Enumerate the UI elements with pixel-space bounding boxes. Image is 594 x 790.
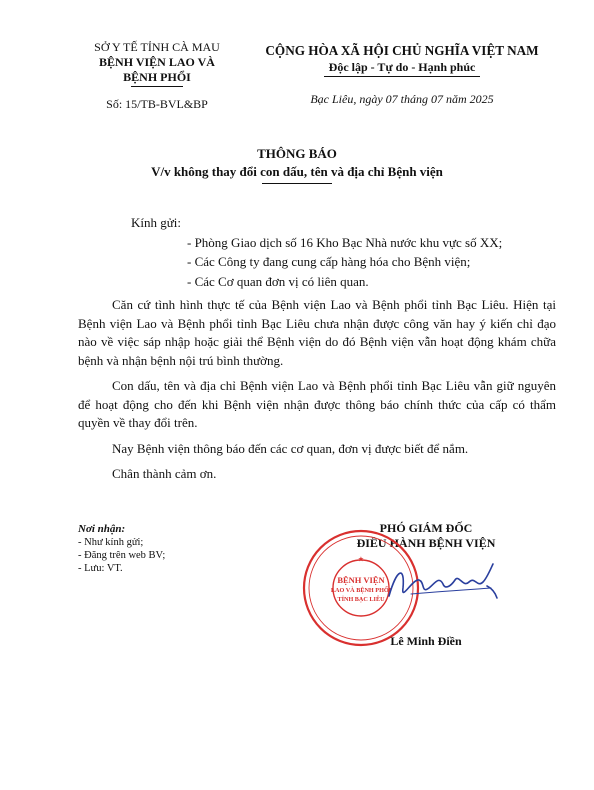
recipients-block <box>131 213 551 291</box>
signer-name: Lê Minh Điền <box>390 634 462 648</box>
seal-text: LAO VÀ BỆNH PHỔI <box>330 587 392 594</box>
motto-underline <box>324 76 480 77</box>
seal-text: BỆNH VIỆN <box>337 575 385 585</box>
recipient-item: - Các Cơ quan đơn vị có liên quan. <box>187 273 369 289</box>
recipient-item: - Phòng Giao dịch số 16 Kho Bạc Nhà nước khu vực số XX; <box>187 234 503 250</box>
handwritten-signature-icon <box>383 558 503 608</box>
document-number: Số: 15/TB-BVL&BP <box>106 97 208 111</box>
national-motto: Độc lập - Tự do - Hạnh phúc <box>328 60 476 74</box>
national-title: CỘNG HÒA XÃ HỘI CHỦ NGHĨA VIỆT NAM <box>265 43 539 58</box>
recipient-item: - Các Công ty đang cung cấp hàng hóa cho Bệnh viện; <box>187 254 471 269</box>
distribution-heading: Nơi nhận: <box>78 523 126 535</box>
document-body <box>78 296 556 491</box>
seal-star-icon: ★ <box>358 557 364 563</box>
distribution-item: - Như kính gửi; <box>78 537 144 548</box>
signer-position: PHÓ GIÁM ĐỐC <box>379 521 473 535</box>
body-paragraph: Chân thành cảm ơn. <box>112 466 217 481</box>
title-underline <box>262 183 332 184</box>
document-title-block <box>0 145 594 184</box>
signer-position-detail: ĐIỀU HÀNH BỆNH VIỆN <box>356 536 496 550</box>
distribution-list <box>78 523 278 575</box>
body-paragraph: Nay Bệnh viện thông báo đến các cơ quan, đơn vị được biết để nắm. <box>112 440 469 456</box>
agency-name-line2: BỆNH PHỔI <box>123 70 191 84</box>
body-paragraph: Con dấu, tên và địa chỉ Bệnh viện Lao và Bệnh phổi tỉnh Bạc Liêu vẫn giữ nguyên để hoạt động cho đến khi Bệnh viện nhận được thông báo chính thức của cấp có thẩm quyền về thay đổi trên. <box>78 378 556 430</box>
recipients-list <box>131 233 551 292</box>
recipients-label: Kính gửi: <box>131 215 182 230</box>
body-paragraph: Căn cứ tình hình thực tế của Bệnh viện Lao và Bệnh phổi tỉnh Bạc Liêu. Hiện tại Bệnh viện Lao và Bệnh phổi tỉnh Bạc Liêu chưa nhận được công văn hay ý kiến chỉ đạo nào về việc sáp nhập hoặc giải thể Bệnh viện do đó Bệnh viện vẫn hoạt động khám chữa bệnh và nhận bệnh nội trú bình thường. <box>78 297 556 368</box>
agency-name-line1: BỆNH VIỆN LAO VÀ <box>99 55 215 69</box>
issuing-agency-block <box>62 40 252 112</box>
seal-text: TỈNH BẠC LIÊU <box>337 596 385 603</box>
place-date: Bạc Liêu, ngày 07 tháng 07 năm 2025 <box>310 92 494 106</box>
distribution-item: - Đăng trên web BV; <box>78 550 166 561</box>
agency-parent: SỞ Y TẾ TỈNH CÀ MAU <box>94 40 220 54</box>
national-motto-block <box>252 42 552 108</box>
distribution-item: - Lưu: VT. <box>78 563 123 574</box>
agency-underline <box>131 86 183 87</box>
document-title: THÔNG BÁO <box>257 146 337 161</box>
document-subject: V/v không thay đổi con dấu, tên và địa chỉ Bệnh viện <box>151 164 443 179</box>
